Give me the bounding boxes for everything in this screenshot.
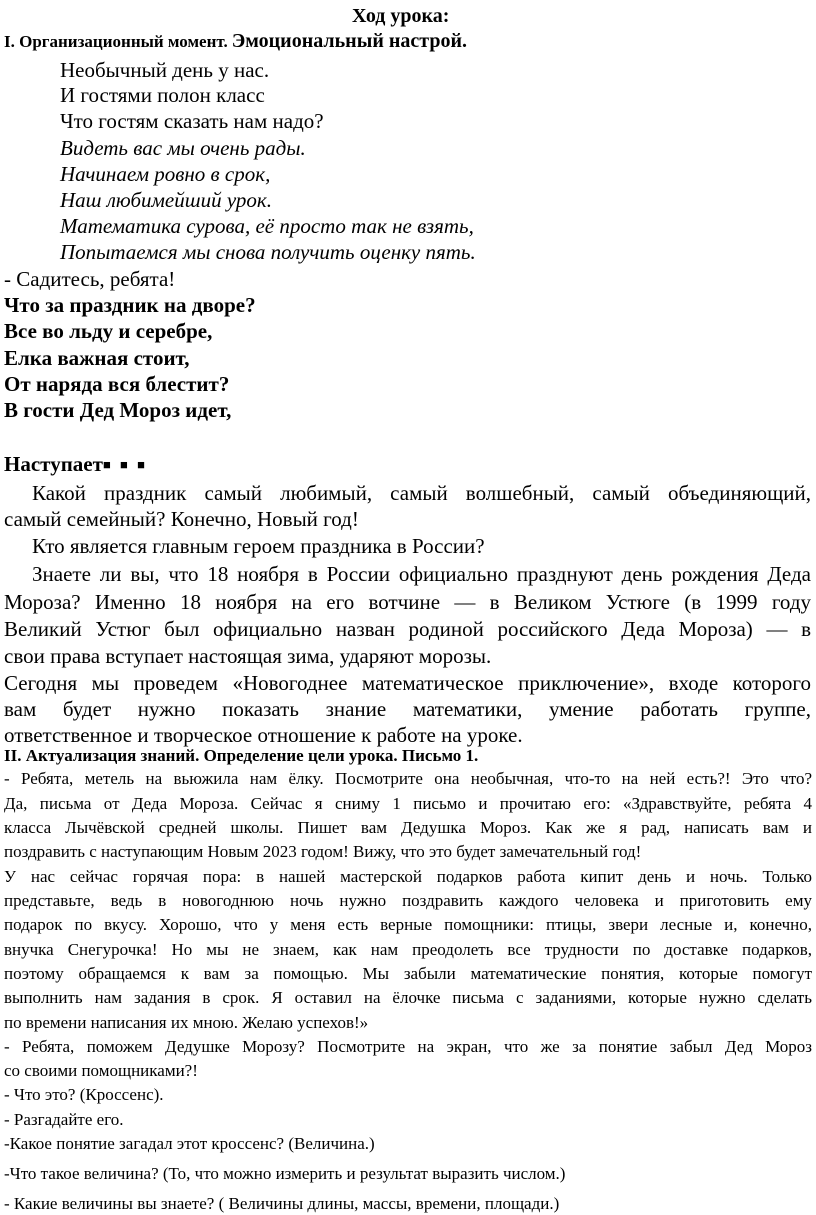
poem-line-italic: Попытаемся мы снова получить оценку пять. xyxy=(60,240,476,264)
intro-paragraph-line: Великий Устюг был официально назван родиной российского Деда Мороза) — в xyxy=(4,617,811,641)
letter-line: класса Лычёвской средней школы. Пишет вам Дедушка Мороз. Как же я рад, написать вам и xyxy=(4,818,812,837)
section-2-heading: II. Актуализация знаний. Определение цели урока. Письмо 1. xyxy=(4,746,479,765)
question-line: - Что это? (Кроссенс). xyxy=(4,1085,164,1104)
poem-line: Необычный день у нас. xyxy=(60,58,270,82)
section-1-heading-small: I. Организационный момент. xyxy=(4,32,228,51)
letter-line: У нас сейчас горячая пора: в нашей мастерской подарков работа кипит день и ночь. Только xyxy=(4,867,812,886)
question-line: - Ребята, поможем Дедушке Морозу? Посмотрите на экран, что же за понятие забыл Дед Мороз xyxy=(4,1037,812,1056)
intro-paragraph-line: свои права вступает настоящая зима, ударяют морозы. xyxy=(4,644,492,668)
lesson-title: Ход урока: xyxy=(352,5,450,27)
question-line: -Какое понятие загадал этот кроссенс? (Величина.) xyxy=(4,1134,375,1153)
question-line: - Разгадайте его. xyxy=(4,1110,124,1129)
poem-line-italic: Начинаем ровно в срок, xyxy=(60,162,271,186)
intro-paragraph-line: Знаете ли вы, что 18 ноября в России официально празднуют день рождения Деда xyxy=(32,562,811,586)
riddle-line: Что за праздник на дворе? xyxy=(4,293,256,317)
letter-line: поэтому обращаемся к вам за помощью. Мы забыли математические понятия, которые помогут xyxy=(4,964,812,983)
question-line: - Какие величины вы знаете? ( Величины длины, массы, времени, площади.) xyxy=(4,1194,560,1213)
intro-paragraph-line: Какой праздник самый любимый, самый волшебный, самый объединяющий, xyxy=(32,481,811,505)
question-line: со своими помощниками?! xyxy=(4,1061,198,1080)
intro-paragraph-line: Кто является главным героем праздника в России? xyxy=(32,534,485,558)
letter-line: представьте, ведь в новогоднюю ночь нужно поздравить каждого человека и приготовить ему xyxy=(4,891,812,910)
poem-line: Что гостям сказать нам надо? xyxy=(60,109,324,133)
letter-line: поздравить с наступающим Новым 2023 годом! Вижу, что это будет замечательный год! xyxy=(4,842,642,861)
letter-line: Да, письма от Деда Мороза. Сейчас я сниму 1 письмо и прочитаю его: «Здравствуйте, ребята 4 xyxy=(4,794,812,813)
riddle-line: Елка важная стоит, xyxy=(4,346,190,370)
letter-line: - Ребята, метель на вьюжила нам ёлку. Посмотрите она необычная, что-то на ней есть?! Это что? xyxy=(4,769,812,788)
poem-line-italic: Математика сурова, её просто так не взять, xyxy=(60,214,474,238)
section-1-heading-large: Эмоциональный настрой. xyxy=(231,30,467,52)
letter-line: внучка Снегурочка! Но мы не знаем, как нам преодолеть все трудности по доставке подарков, xyxy=(4,940,812,959)
redacted-dots: ■ ■ ■ xyxy=(102,457,148,472)
riddle-line: Все во льду и серебре, xyxy=(4,319,213,343)
poem-line: И гостями полон класс xyxy=(60,83,265,107)
question-line: -Что такое величина? (То, что можно измерить и результат выразить числом.) xyxy=(4,1164,566,1183)
intro-paragraph-line: Мороза? Именно 18 ноября на его вотчине — в Великом Устюге (в 1999 году xyxy=(4,590,811,614)
intro-paragraph-line: вам будет нужно показать знание математики, умение работать группе, xyxy=(4,697,811,721)
riddle-line: В гости Дед Мороз идет, xyxy=(4,398,232,422)
section-1-heading xyxy=(4,30,467,53)
intro-paragraph-line: Сегодня мы проведем «Новогоднее математическое приключение», входе которого xyxy=(4,671,811,695)
letter-line: подарок по вкусу. Хорошо, что у меня есть верные помощники: птицы, звери лесные и, конечно, xyxy=(4,915,812,934)
riddle-answer-line xyxy=(4,451,148,478)
intro-paragraph-line: ответственное и творческое отношение к работе на уроке. xyxy=(4,723,523,747)
riddle-line: От наряда вся блестит? xyxy=(4,372,230,396)
poem-line-italic: Наш любимейший урок. xyxy=(60,188,272,212)
letter-line: по времени написания их мною. Желаю успехов!» xyxy=(4,1013,369,1032)
intro-paragraph-line: самый семейный? Конечно, Новый год! xyxy=(4,507,359,531)
poem-line-italic: Видеть вас мы очень рады. xyxy=(60,136,306,160)
letter-line: выполнить нам задания в срок. Я оставил на ёлочке письма с заданиями, которые нужно сделать xyxy=(4,988,812,1007)
riddle-answer-word: Наступает xyxy=(4,452,103,476)
sit-down-line: - Садитесь, ребята! xyxy=(4,267,176,291)
